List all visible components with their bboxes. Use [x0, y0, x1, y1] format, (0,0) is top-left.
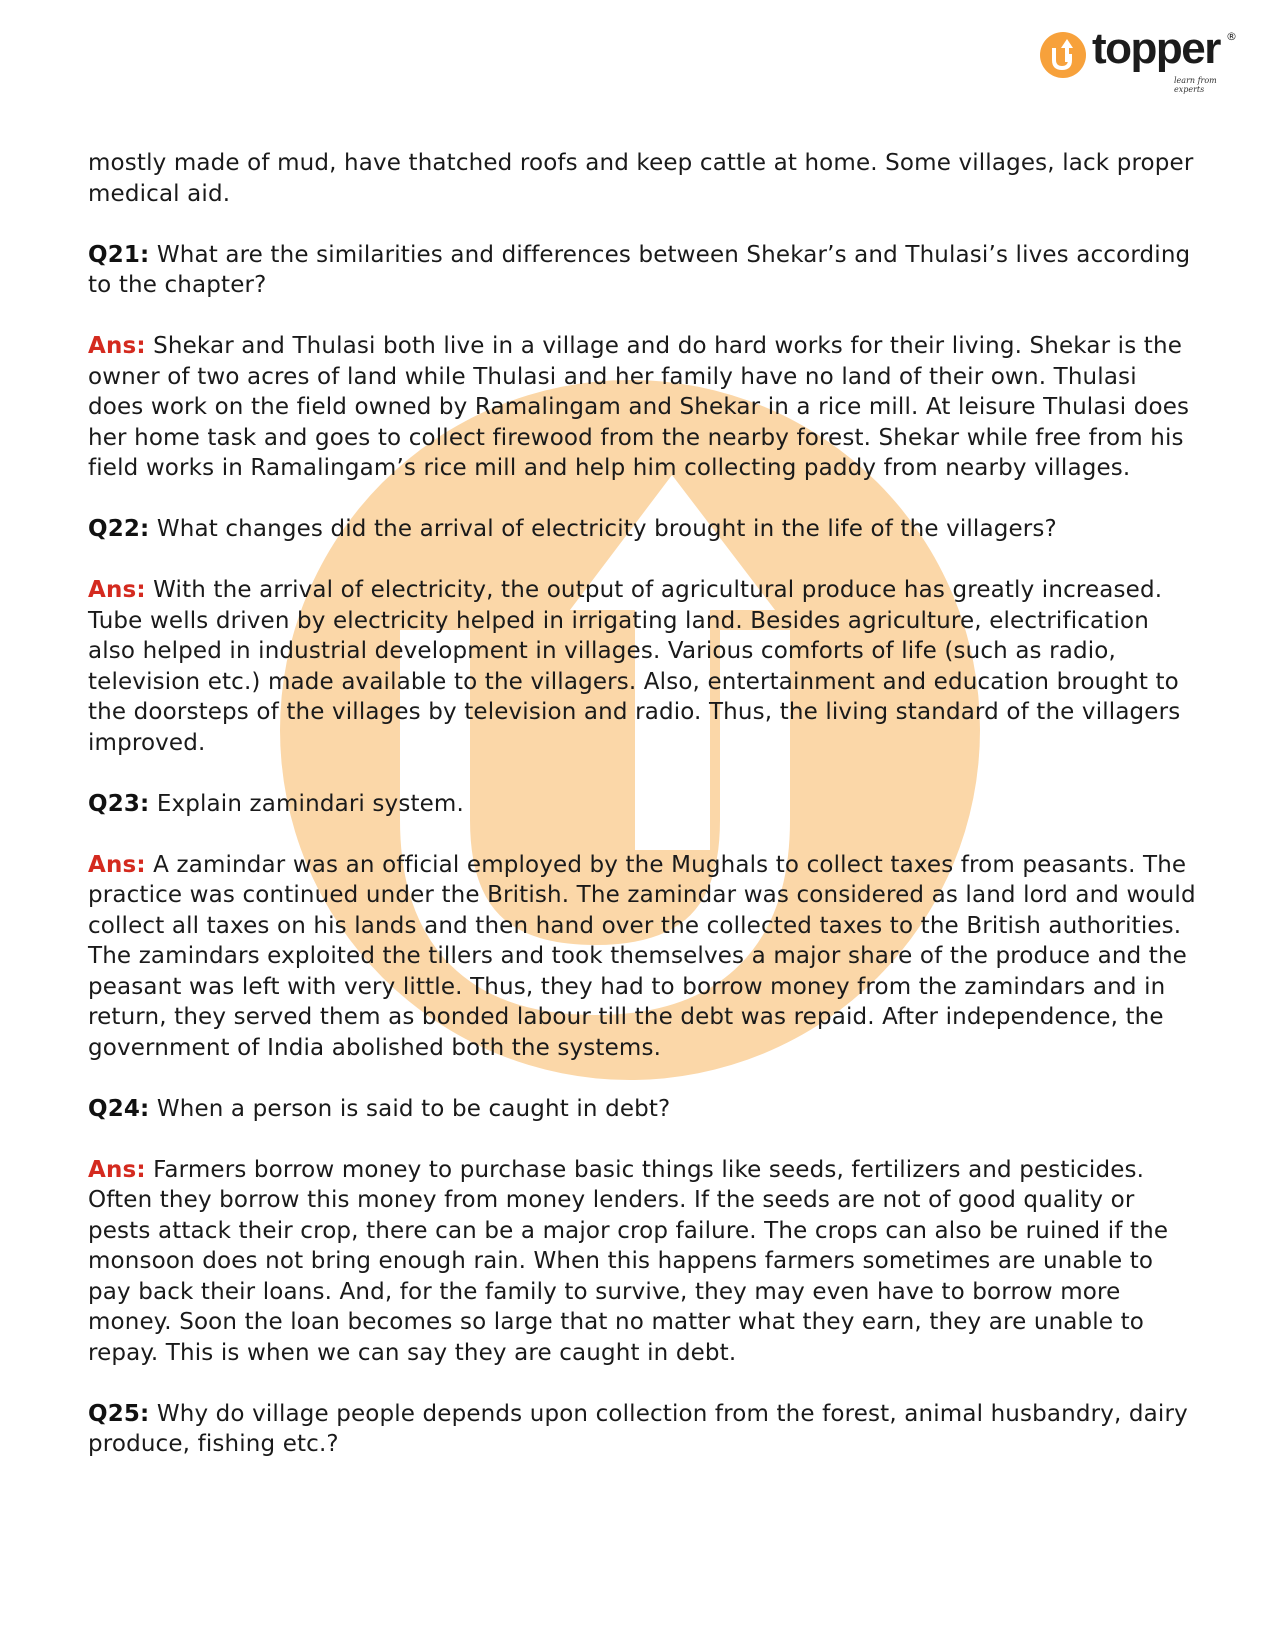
question-label: Q25:	[88, 1400, 150, 1427]
logo-tagline: learn from experts	[1174, 76, 1217, 94]
answer-text: Farmers borrow money to purchase basic things like seeds, fertilizers and pesticides. Often they borrow this money from money lenders. If the seeds are not of good quality or pests attack their crop, there can be a major crop failure. The crops can also be ruined if the monsoon does not bring enough rain. When this happens farmers sometimes are unable to pay back their loans. And, for the family to survive, they may even have to borrow more money. Soon the loan becomes so large that no matter what they earn, they are unable to repay. This is when we can say they are caught in debt.	[88, 1156, 1169, 1366]
question-text: When a person is said to be caught in debt?	[156, 1095, 671, 1122]
question-text: What are the similarities and differences between Shekar’s and Thulasi’s lives according to the chapter?	[88, 241, 1191, 298]
answer-24	[88, 1155, 1198, 1369]
topper-logo	[1040, 24, 1240, 94]
answer-22	[88, 575, 1198, 758]
answer-label: Ans:	[88, 1156, 146, 1183]
question-text: Why do village people depends upon collection from the forest, animal husbandry, dairy produce, fishing etc.?	[88, 1400, 1188, 1457]
question-label: Q24:	[88, 1095, 150, 1122]
question-text: Explain zamindari system.	[156, 790, 464, 817]
answer-text: With the arrival of electricity, the output of agricultural produce has greatly increased. Tube wells driven by electricity helped in irrigating land. Besides agriculture, electrification also helped in industrial development in villages. Various comforts of life (such as radio, television etc.) made available to the villagers. Also, entertainment and education brought to the doorsteps of the villages by television and radio. Thus, the living standard of the villagers improved.	[88, 577, 1181, 756]
answer-label: Ans:	[88, 577, 146, 603]
question-24	[88, 1094, 1198, 1125]
document-body	[88, 148, 1198, 1490]
question-label: Q23:	[88, 790, 150, 817]
question-21	[88, 240, 1198, 301]
registered-mark: ®	[1226, 30, 1237, 43]
question-text: What changes did the arrival of electricity brought in the life of the villagers?	[156, 516, 1057, 542]
answer-23	[88, 850, 1198, 1064]
question-25	[88, 1399, 1198, 1460]
question-label: Q22:	[88, 516, 150, 542]
intro-paragraph: mostly made of mud, have thatched roofs and keep cattle at home. Some villages, lack proper medical aid.	[88, 150, 1194, 207]
topper-logo-icon	[1040, 32, 1086, 78]
question-label: Q21:	[88, 241, 150, 268]
answer-text: Shekar and Thulasi both live in a village and do hard works for their living. Shekar is the owner of two acres of land while Thulasi and her family have no land of their own. Thulasi does work on the field owned by Ramalingam and Shekar in a rice mill. At leisure Thulasi does her home task and goes to collect firewood from the nearby forest. Shekar while free from his field works in Ramalingam’s rice mill and help him collecting paddy from nearby villages.	[88, 333, 1190, 481]
logo-wordmark: topper	[1092, 24, 1220, 73]
answer-21	[88, 331, 1198, 484]
question-22	[88, 514, 1198, 545]
answer-text: A zamindar was an official employed by the Mughals to collect taxes from peasants. The practice was continued under the British. The zamindar was considered as land lord and would collect all taxes on his lands and then hand over the collected taxes to the British authorities. The zamindars exploited the tillers and took themselves a major share of the produce and the peasant was left with very little. Thus, they had to borrow money from the zamindars and in return, they served them as bonded labour till the debt was repaid. After independence, the government of India abolished both the systems.	[88, 851, 1196, 1061]
question-23	[88, 789, 1198, 820]
answer-label: Ans:	[88, 851, 146, 878]
answer-label: Ans:	[88, 333, 146, 359]
